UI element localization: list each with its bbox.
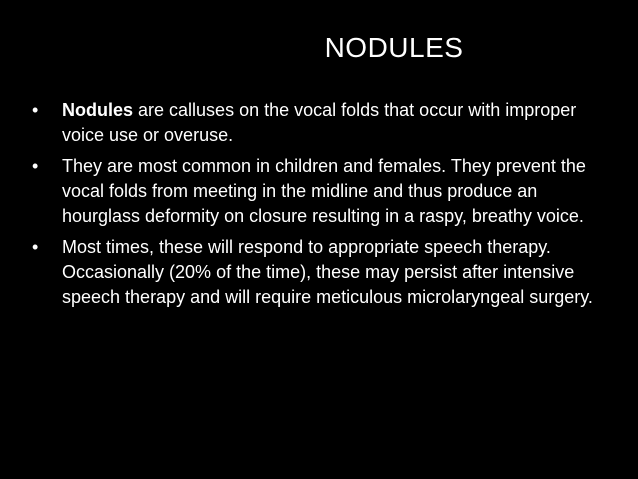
bullet-text: They are most common in children and females. They prevent the vocal folds from meeting in the midline and thus produce an hourglass deformity on closure resulting in a raspy, breathy voice.: [62, 156, 586, 226]
bullet-dot-icon: •: [32, 156, 39, 176]
bullet-bold-term: Nodules: [62, 100, 134, 120]
bullet-item-nodules-definition: [30, 98, 610, 148]
bullet-text: are calluses on the vocal folds that occur with improper voice use or overuse.: [62, 100, 577, 145]
bullet-text: Most times, these will respond to appropriate speech therapy. Occasionally (20% of the time), these may persist after intensive speech therapy and will require meticulous microlaryngeal surgery.: [62, 237, 593, 307]
bullet-item-prevalence: [30, 154, 610, 229]
slide-title: NODULES: [324, 32, 464, 63]
bullet-dot-icon: •: [32, 100, 39, 120]
bullet-dot-icon: •: [32, 237, 39, 257]
bullet-list: [30, 98, 610, 316]
bullet-item-treatment: [30, 235, 610, 310]
